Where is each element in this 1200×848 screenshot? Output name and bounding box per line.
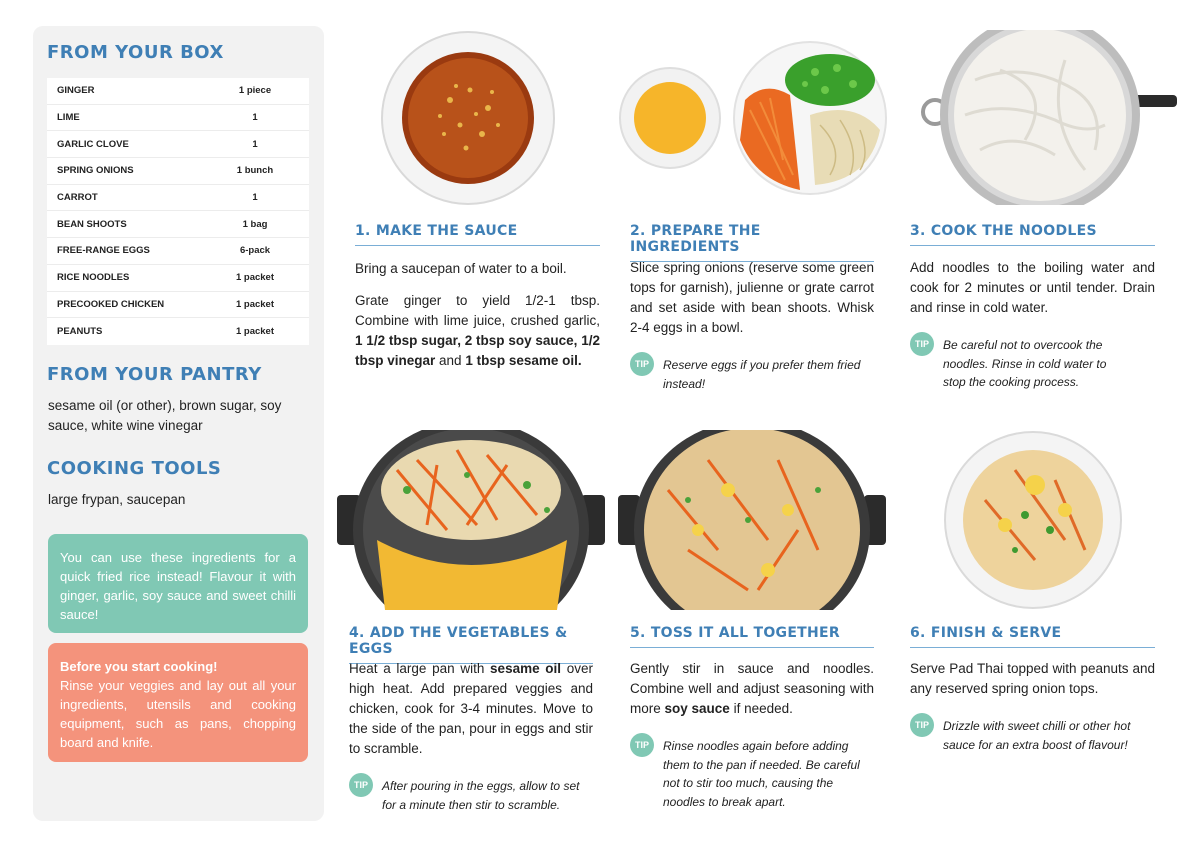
ingredient-name: CARROT bbox=[57, 192, 98, 204]
step-6-body bbox=[910, 659, 1155, 711]
ingredient-row bbox=[47, 105, 309, 132]
step-2-photo bbox=[615, 40, 890, 200]
ingredient-quantity: 1 packet bbox=[235, 272, 275, 284]
ingredient-name: FREE-RANGE EGGS bbox=[57, 245, 150, 257]
ingredient-row bbox=[47, 211, 309, 238]
step-6-photo bbox=[935, 430, 1135, 610]
ingredient-name: BEAN SHOOTS bbox=[57, 218, 127, 230]
ingredient-row bbox=[47, 131, 309, 158]
step-5-title: 5. TOSS IT ALL TOGETHER bbox=[630, 625, 874, 648]
step-3-title: 3. COOK THE NOODLES bbox=[910, 223, 1155, 246]
step-1-photo bbox=[370, 30, 570, 210]
step-5-paragraph-1: Gently stir in sauce and noodles. Combine well and adjust seasoning with more soy sauce if needed. bbox=[630, 661, 874, 716]
step-4-paragraph-1: Heat a large pan with sesame oil over high heat. Add prepared veggies and chicken, cook for 3-4 minutes. Move to the side of the pan, pour in eggs and stir to scramble. bbox=[349, 661, 594, 756]
step-6-paragraph-1: Serve Pad Thai topped with peanuts and any reserved spring onion tops. bbox=[910, 661, 1155, 696]
step-5-body bbox=[630, 659, 874, 731]
step-6-title: 6. FINISH & SERVE bbox=[910, 625, 1155, 648]
ingredient-row bbox=[47, 158, 309, 185]
step-2-body bbox=[630, 258, 874, 350]
ingredient-quantity: 1 bunch bbox=[236, 165, 274, 177]
tip-badge: TIP bbox=[630, 352, 654, 376]
ingredient-name: LIME bbox=[57, 112, 80, 124]
step-2-paragraph-1: Slice spring onions (reserve some green tops for garnish), julienne or grate carrot and set aside with bean shoots. Whisk 2-4 eggs in a bowl. bbox=[630, 260, 874, 335]
step-3-photo bbox=[905, 30, 1180, 205]
sidebar bbox=[33, 26, 324, 821]
fried-rice-note: You can use these ingredients for a quick fried rice instead! Flavour it with ginger, garlic, soy sauce and sweet chilli sauce! bbox=[48, 534, 308, 633]
step-5-tip-text: Rinse noodles again before adding them to the pan if needed. Be careful not to stir too much, causing the noodles to break apart. bbox=[663, 739, 860, 809]
step-5-tip bbox=[630, 737, 874, 811]
ingredient-row bbox=[47, 78, 309, 105]
before-cooking-title: Before you start cooking! bbox=[60, 659, 218, 674]
ingredient-row bbox=[47, 238, 309, 265]
step-1-paragraph-1: Bring a saucepan of water to a boil. bbox=[355, 261, 567, 276]
step-5-photo bbox=[618, 430, 886, 610]
step-4-tip bbox=[349, 777, 593, 814]
ingredient-name: RICE NOODLES bbox=[57, 272, 130, 284]
tip-badge: TIP bbox=[910, 713, 934, 737]
step-1-paragraph-2: Grate ginger to yield 1/2-1 tbsp. Combine with lime juice, crushed garlic, 1 1/2 tbsp sugar, 2 tbsp soy sauce, 1/2 tbsp vinegar and 1 tbsp sesame oil. bbox=[355, 293, 600, 368]
ingredient-quantity: 1 bbox=[252, 112, 258, 124]
step-4-title: 4. ADD THE VEGETABLES & EGGS bbox=[349, 625, 593, 664]
step-2-title: 2. PREPARE THE INGREDIENTS bbox=[630, 223, 874, 262]
from-box-heading: FROM YOUR BOX bbox=[47, 42, 224, 63]
ingredient-name: GINGER bbox=[57, 85, 95, 97]
tip-badge: TIP bbox=[630, 733, 654, 757]
ingredient-row bbox=[47, 292, 309, 319]
step-4-tip-text: After pouring in the eggs, allow to set for a minute then stir to scramble. bbox=[382, 779, 580, 812]
cooking-tools-text: large frypan, saucepan bbox=[48, 492, 186, 507]
step-6-tip bbox=[910, 717, 1155, 754]
ingredient-row bbox=[47, 318, 309, 345]
tip-badge: TIP bbox=[910, 332, 934, 356]
ingredient-name: PRECOOKED CHICKEN bbox=[57, 298, 165, 310]
step-6-tip-text: Drizzle with sweet chilli or other hot sauce for an extra boost of flavour! bbox=[943, 719, 1131, 752]
ingredients-table bbox=[47, 78, 309, 345]
cooking-tools-heading: COOKING TOOLS bbox=[47, 458, 222, 479]
ingredient-quantity: 1 packet bbox=[235, 326, 275, 338]
before-cooking-text: Rinse your veggies and lay out all your ingredients, utensils and cooking equipment, such as pans, chopping board and knife. bbox=[60, 678, 296, 750]
ingredient-quantity: 1 piece bbox=[238, 85, 272, 97]
step-1-body bbox=[355, 259, 600, 383]
step-2-tip bbox=[630, 356, 874, 393]
step-2-tip-text: Reserve eggs if you prefer them fried instead! bbox=[663, 358, 861, 391]
step-3-body bbox=[910, 258, 1155, 330]
step-3-paragraph-1: Add noodles to the boiling water and cook for 2 minutes or until tender. Drain and rinse in cold water. bbox=[910, 260, 1155, 315]
ingredient-quantity: 1 bbox=[252, 138, 258, 150]
ingredient-quantity: 6-pack bbox=[239, 245, 271, 257]
ingredient-name: GARLIC CLOVE bbox=[57, 138, 129, 150]
ingredient-name: SPRING ONIONS bbox=[57, 165, 134, 177]
ingredient-quantity: 1 bbox=[252, 192, 258, 204]
step-4-body bbox=[349, 659, 593, 771]
ingredient-name: PEANUTS bbox=[57, 326, 103, 338]
ingredient-row bbox=[47, 265, 309, 292]
pantry-text: sesame oil (or other), brown sugar, soy sauce, white wine vinegar bbox=[48, 398, 282, 433]
before-cooking-note bbox=[48, 643, 308, 762]
step-3-tip bbox=[910, 336, 1130, 392]
ingredient-quantity: 1 bag bbox=[242, 218, 268, 230]
tip-badge: TIP bbox=[349, 773, 373, 797]
step-1-title: 1. MAKE THE SAUCE bbox=[355, 223, 600, 246]
ingredient-row bbox=[47, 185, 309, 212]
step-3-tip-text: Be careful not to overcook the noodles. Rinse in cold water to stop the cooking process. bbox=[943, 338, 1107, 389]
ingredient-quantity: 1 packet bbox=[235, 298, 275, 310]
step-4-photo bbox=[337, 430, 605, 610]
pantry-heading: FROM YOUR PANTRY bbox=[47, 364, 262, 385]
